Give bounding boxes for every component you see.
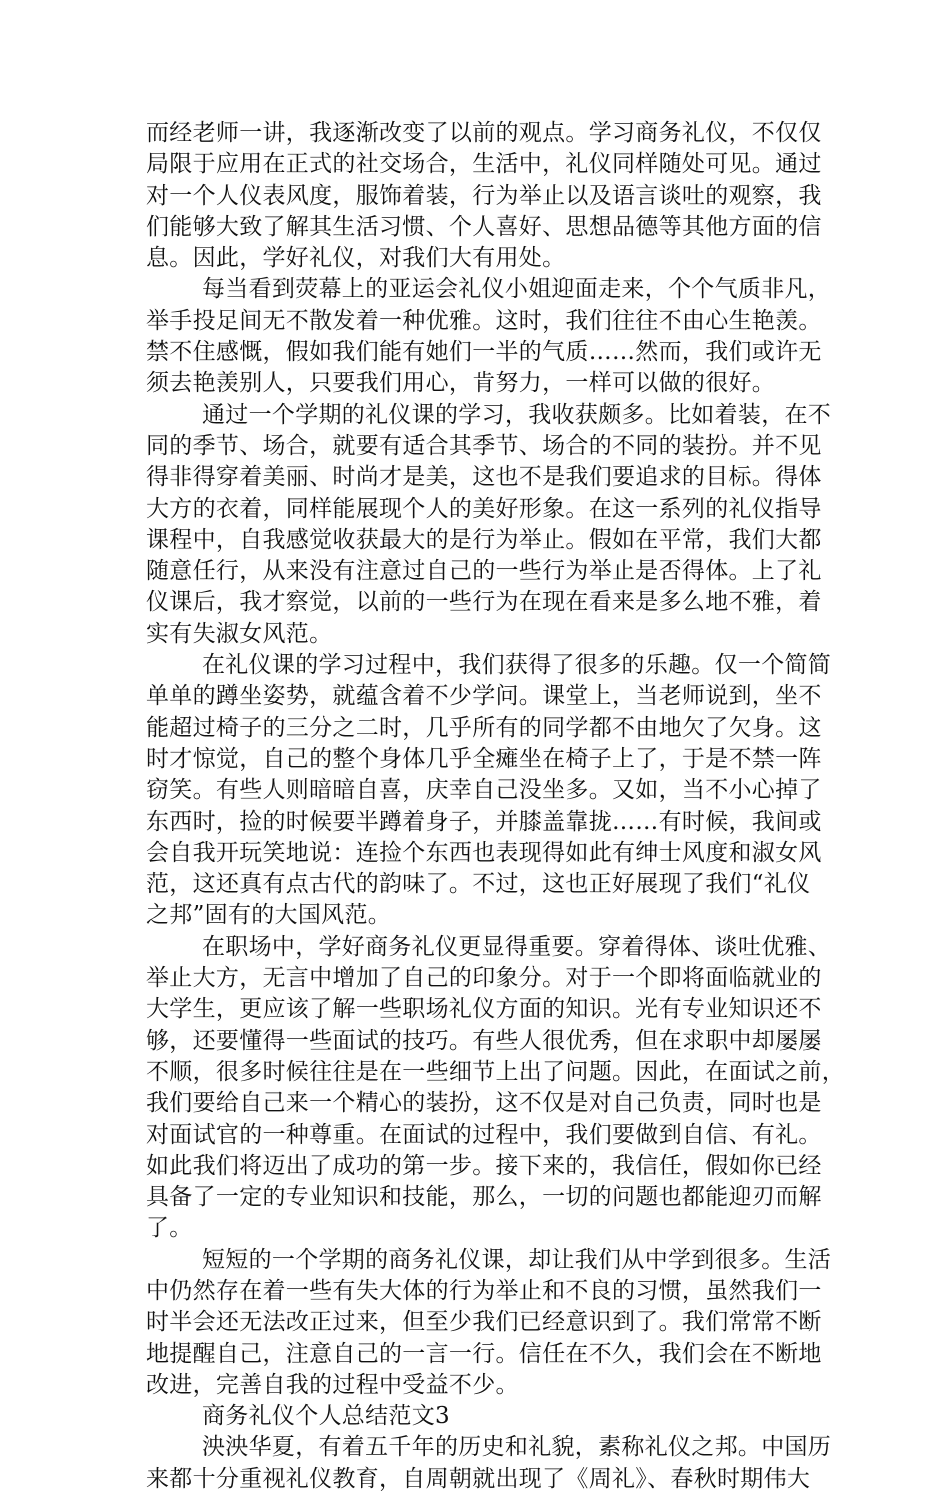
text-line: 实有失淑女风范。	[146, 620, 333, 647]
text-line: 课程中，自我感觉收获最大的是行为举止。假如在平常，我们大都	[146, 526, 822, 553]
document-body	[146, 118, 845, 1495]
text-line: 不顺，很多时候往往是在一些细节上出了问题。因此，在面试之前，	[146, 1058, 845, 1085]
paragraph-2	[146, 274, 832, 399]
text-line: 通过一个学期的礼仪课的学习，我收获颇多。比如着装，在不	[202, 401, 832, 428]
text-line: 仪课后，我才察觉，以前的一些行为在现在看来是多么地不雅，着	[146, 589, 822, 616]
paragraph-5	[146, 932, 845, 1245]
text-line: 局限于应用在正式的社交场合，生活中，礼仪同样随处可见。通过	[146, 151, 822, 178]
text-line: 范，这还真有点古代的韵味了。不过，这也正好展现了我们“礼仪	[146, 871, 811, 898]
text-line: 大方的衣着，同样能展现个人的美好形象。在这一系列的礼仪指导	[146, 495, 822, 522]
paragraph-1	[146, 118, 822, 274]
text-line: 对一个人仪表风度，服饰着装，行为举止以及语言谈吐的观察，我	[146, 182, 822, 209]
text-line: 如此我们将迈出了成功的第一步。接下来的，我信任，假如你已经	[146, 1152, 822, 1179]
text-line: 在礼仪课的学习过程中，我们获得了很多的乐趣。仅一个简简	[202, 652, 832, 679]
text-line: 时才惊觉，自己的整个身体几乎全瘫坐在椅子上了，于是不禁一阵	[146, 745, 822, 772]
text-line: 我们要给自己来一个精心的装扮，这不仅是对自己负责，同时也是	[146, 1090, 822, 1117]
text-line: 而经老师一讲，我逐渐改变了以前的观点。学习商务礼仪，不仅仅	[146, 120, 822, 146]
text-line: 短短的一个学期的商务礼仪课，却让我们从中学到很多。生活	[202, 1246, 832, 1273]
text-line: 地提醒自己，注意自己的一言一行。信任在不久，我们会在不断地	[146, 1340, 822, 1367]
text-line: 窃笑。有些人则暗暗自喜，庆幸自己没坐多。又如，当不小心掉了	[146, 777, 822, 804]
text-line: 会自我开玩笑地说：连捡个东西也表现得如此有绅士风度和淑女风	[146, 839, 822, 866]
text-line: 商务礼仪个人总结范文3	[202, 1403, 450, 1430]
paragraph-6	[146, 1245, 832, 1401]
text-line: 随意任行，从来没有注意过自己的一些行为举止是否得体。上了礼	[146, 558, 822, 585]
text-line: 对面试官的一种尊重。在面试的过程中，我们要做到自信、有礼。	[146, 1121, 822, 1148]
text-line: 举手投足间无不散发着一种优雅。这时，我们往往不由心生艳羡。	[146, 307, 822, 334]
text-line: 能超过椅子的三分之二时，几乎所有的同学都不由地欠了欠身。这	[146, 714, 822, 741]
text-line: 来都十分重视礼仪教育，自周朝就出现了《周礼》、春秋时期伟大	[146, 1465, 811, 1492]
text-line: 们能够大致了解其生活习惯、个人喜好、思想品德等其他方面的信	[146, 213, 822, 240]
paragraph-8	[146, 1432, 832, 1495]
text-line: 够，还要懂得一些面试的技巧。有些人很优秀，但在求职中却屡屡	[146, 1027, 822, 1054]
text-line: 之邦”固有的大国风范。	[146, 902, 392, 929]
text-line: 具备了一定的专业知识和技能，那么，一切的问题也都能迎刃而解	[146, 1184, 822, 1211]
text-line: 了。	[146, 1215, 193, 1242]
text-line: 中仍然存在着一些有失大体的行为举止和不良的习惯，虽然我们一	[146, 1277, 822, 1304]
paragraph-4	[146, 650, 832, 932]
text-line: 得非得穿着美丽、时尚才是美，这也不是我们要追求的目标。得体	[146, 464, 822, 491]
text-line: 改进，完善自我的过程中受益不少。	[146, 1371, 519, 1398]
text-line: 时半会还无法改正过来，但至少我们已经意识到了。我们常常不断	[146, 1309, 822, 1336]
text-line: 举止大方，无言中增加了自己的印象分。对于一个即将面临就业的	[146, 965, 822, 992]
text-line: 东西时，捡的时候要半蹲着身子，并膝盖靠拢……有时候，我间或	[146, 808, 822, 835]
text-line: 大学生，更应该了解一些职场礼仪方面的知识。光有专业知识还不	[146, 996, 822, 1023]
text-line: 单单的蹲坐姿势，就蕴含着不少学问。课堂上，当老师说到，坐不	[146, 683, 822, 710]
text-line: 禁不住感慨，假如我们能有她们一半的气质……然而，我们或许无	[146, 339, 822, 366]
text-line: 泱泱华夏，有着五千年的历史和礼貌，素称礼仪之邦。中国历	[202, 1434, 832, 1461]
text-line: 须去艳羡别人，只要我们用心，肯努力，一样可以做的很好。	[146, 370, 776, 397]
text-line: 每当看到荧幕上的亚运会礼仪小姐迎面走来，个个气质非凡，	[202, 276, 832, 303]
text-line: 在职场中，学好商务礼仪更显得重要。穿着得体、谈吐优雅、	[202, 933, 832, 960]
section-heading	[146, 1401, 822, 1432]
paragraph-3	[146, 400, 832, 650]
text-line: 同的季节、场合，就要有适合其季节、场合的不同的装扮。并不见	[146, 432, 822, 459]
text-line: 息。因此，学好礼仪，对我们大有用处。	[146, 245, 566, 272]
